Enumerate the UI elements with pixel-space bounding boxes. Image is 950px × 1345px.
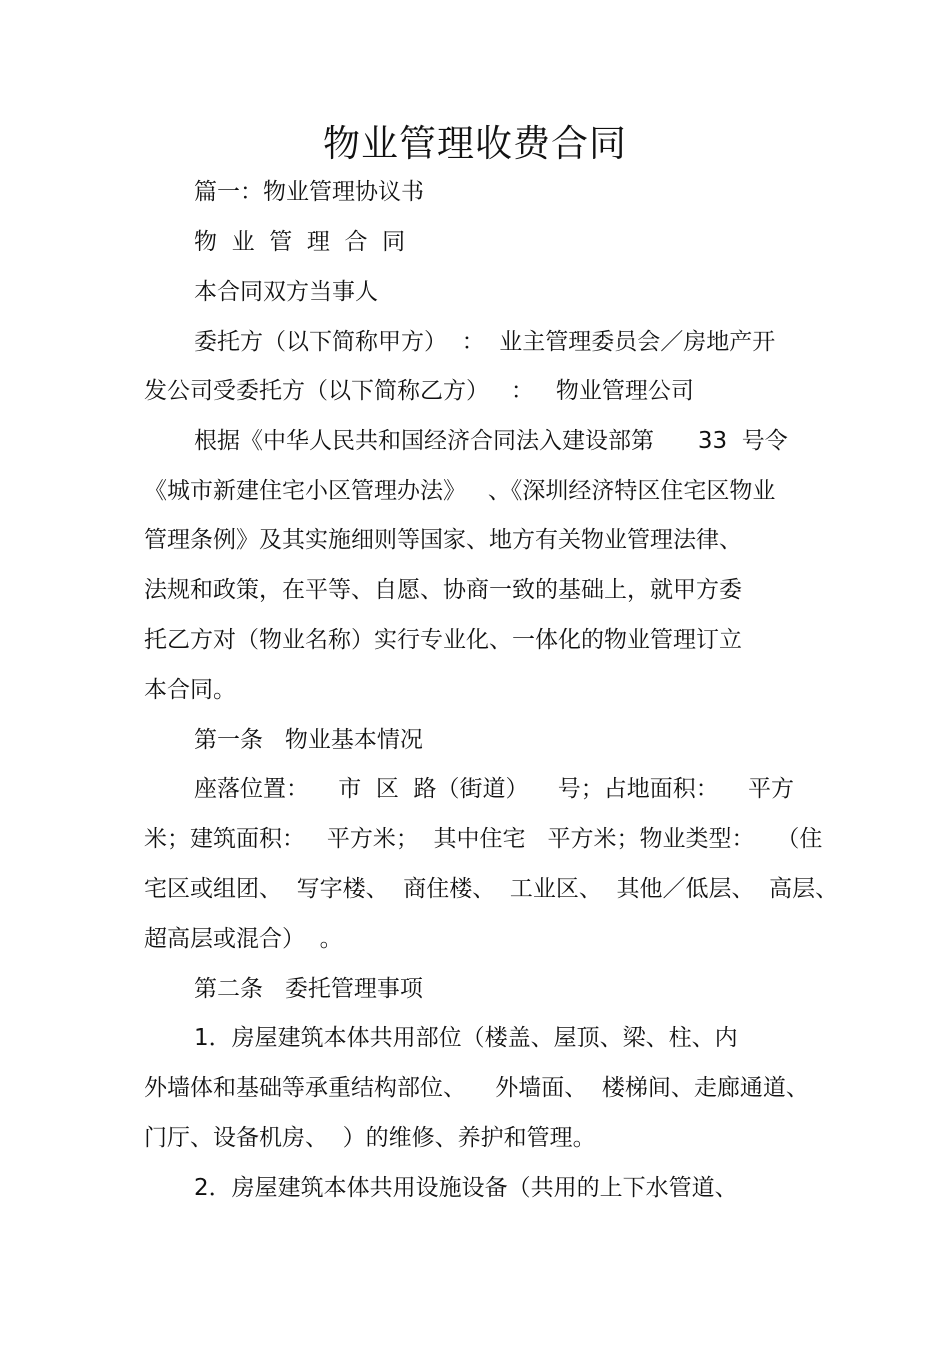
paragraph-line: 委托方（以下简称甲方） ： 业主管理委员会／房地产开 (194, 329, 776, 355)
paragraph-line: 托乙方对（物业名称）实行专业化、一体化的物业管理订立 (144, 627, 742, 653)
paragraph-line: 法规和政策，在平等、自愿、协商一致的基础上，就甲方委 (144, 577, 742, 603)
paragraph-line: 座落位置： 市 区 路（街道） 号；占地面积： 平方 (194, 776, 794, 802)
article-heading: 第二条 委托管理事项 (194, 976, 423, 1002)
contract-heading: 物 业 管 理 合 同 (194, 229, 406, 255)
paragraph-line: 管理条例》及其实施细则等国家、地方有关物业管理法律、 (144, 527, 742, 553)
paragraph-line: 宅区或组团、 写字楼、 商住楼、 工业区、 其他／低层、 高层、 (144, 876, 839, 902)
chapter-heading: 篇一：物业管理协议书 (194, 179, 424, 205)
paragraph-line: 超高层或混合） 。 (144, 926, 343, 952)
paragraph-line: 外墙体和基础等承重结构部位、 外墙面、 楼梯间、走廊通道、 (144, 1075, 809, 1101)
paragraph-line: 《城市新建住宅小区管理办法》 、《深圳经济特区住宅区物业 (144, 478, 776, 504)
paragraph-line: 本合同双方当事人 (194, 279, 378, 305)
paragraph-line: 发公司受委托方（以下简称乙方） ： 物业管理公司 (144, 378, 694, 404)
paragraph-line: 门厅、设备机房、 ）的维修、养护和管理。 (144, 1125, 596, 1151)
paragraph-line: 本合同。 (144, 677, 236, 703)
document-title: 物业管理收费合同 (323, 122, 627, 165)
paragraph-line: 根据《中华人民共和国经济合同法入建设部第 33 号令 (194, 428, 788, 454)
list-item: 1．房屋建筑本体共用部位（楼盖、屋顶、梁、柱、内 (194, 1025, 738, 1051)
paragraph-line: 米；建筑面积： 平方米； 其中住宅 平方米；物业类型： （住 (144, 826, 823, 852)
article-heading: 第一条 物业基本情况 (194, 727, 423, 753)
list-item: 2．房屋建筑本体共用设施设备（共用的上下水管道、 (194, 1175, 738, 1201)
